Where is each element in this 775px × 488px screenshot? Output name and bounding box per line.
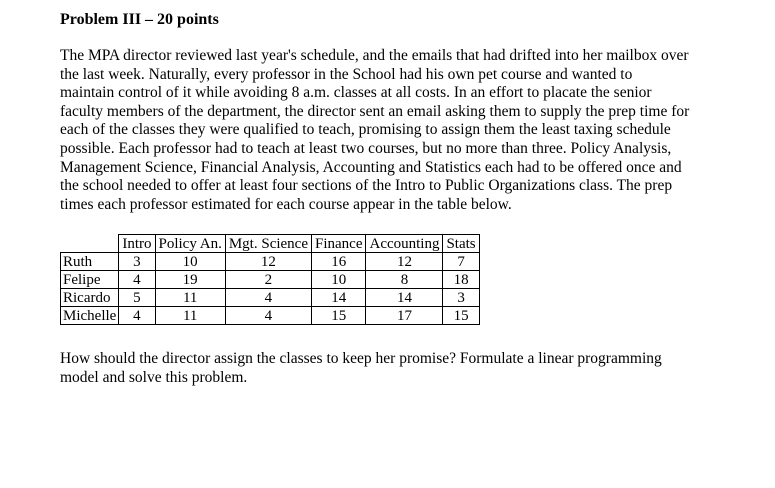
table-cell: 11 — [155, 307, 225, 325]
table-cell: 4 — [225, 307, 311, 325]
table-cell: 4 — [119, 307, 155, 325]
problem-question: How should the director assign the classes to keep her promise? Formulate a linear programming model and solve this problem. — [60, 350, 662, 387]
table-cell: 17 — [366, 307, 443, 325]
table-cell: 10 — [155, 253, 225, 271]
prep-time-table — [60, 234, 480, 325]
table-cell: 3 — [443, 289, 479, 307]
column-header: Accounting — [366, 235, 443, 253]
table-cell: 2 — [225, 271, 311, 289]
column-header: Finance — [312, 235, 366, 253]
problem-title: Problem III – 20 points — [60, 11, 219, 28]
table-cell: 7 — [443, 253, 479, 271]
table-cell: 12 — [366, 253, 443, 271]
table-row — [61, 271, 480, 289]
column-header: Stats — [443, 235, 479, 253]
table-cell: 15 — [443, 307, 479, 325]
table-cell: 12 — [225, 253, 311, 271]
row-label: Ricardo — [61, 289, 119, 307]
table-cell: 3 — [119, 253, 155, 271]
table-cell: 14 — [312, 289, 366, 307]
table-row — [61, 289, 480, 307]
problem-description: The MPA director reviewed last year's schedule, and the emails that had drifted into her mailbox over the last week. Naturally, every professor in the School had his own pet course and wanted to maintain control of it while avoiding 8 a.m. classes at all costs. In an effort to placate the senior faculty members of the department, the director sent an email asking them to supply the prep time for each of the classes they were qualified to teach, promising to assign them the least taxing schedule possible. Each professor had to teach at least two courses, but no more than three. Policy Analysis, Management Science, Financial Analysis, Accounting and Statistics each had to be offered once and the school needed to offer at least four sections of the Intro to Public Organizations class. The prep times each professor estimated for each course appear in the table below. — [60, 47, 690, 213]
table-cell: 15 — [312, 307, 366, 325]
table-cell: 4 — [119, 271, 155, 289]
table-corner-cell — [61, 235, 119, 253]
table-cell: 10 — [312, 271, 366, 289]
row-label: Ruth — [61, 253, 119, 271]
table-header-row — [61, 235, 480, 253]
column-header: Intro — [119, 235, 155, 253]
table-row — [61, 307, 480, 325]
table-cell: 4 — [225, 289, 311, 307]
table-cell: 14 — [366, 289, 443, 307]
row-label: Felipe — [61, 271, 119, 289]
document-page — [60, 10, 700, 387]
table-row — [61, 253, 480, 271]
table-cell: 19 — [155, 271, 225, 289]
table-cell: 5 — [119, 289, 155, 307]
column-header: Mgt. Science — [225, 235, 311, 253]
table-cell: 8 — [366, 271, 443, 289]
table-cell: 11 — [155, 289, 225, 307]
column-header: Policy An. — [155, 235, 225, 253]
table-cell: 18 — [443, 271, 479, 289]
row-label: Michelle — [61, 307, 119, 325]
table-cell: 16 — [312, 253, 366, 271]
